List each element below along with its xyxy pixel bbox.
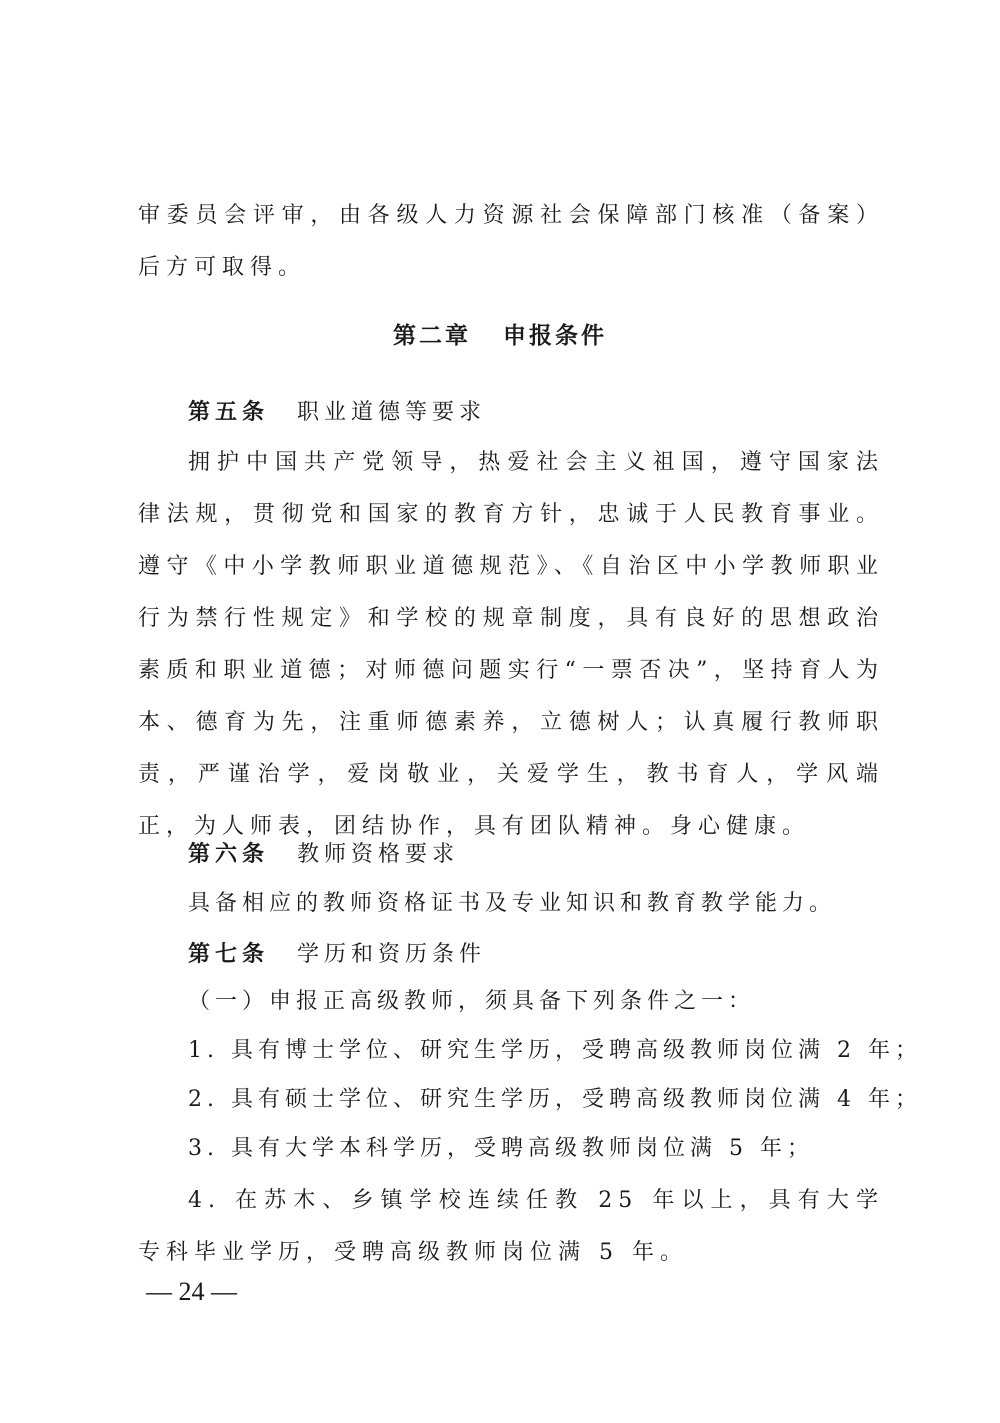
article7-title: 学历和资历条件 [297, 942, 487, 967]
article6-title: 教师资格要求 [297, 842, 460, 867]
article5-title: 职业道德等要求 [297, 400, 487, 425]
continuation-paragraph: 审委员会评审，由各级人力资源社会保障部门核准（备案）后方可取得。 [138, 203, 884, 280]
article6-label: 第六条 [188, 841, 270, 867]
page-number: — 24 — [146, 1277, 237, 1306]
article5-label: 第五条 [188, 399, 270, 425]
chapter-title: 申报条件 [503, 322, 607, 349]
chapter-number: 第二章 [393, 322, 471, 349]
chapter-heading [0, 311, 1000, 361]
article7-item-2: 2. 具有硕士学位、研究生学历，受聘高级教师岗位满 4 年； [188, 1087, 922, 1112]
article5-body: 拥护中国共产党领导，热爱社会主义祖国，遵守国家法律法规，贯彻党和国家的教育方针，忠诚于人民教育事业。遵守《中小学教师职业道德规范》、《自治区中小学教师职业行为禁行性规定》和学校的规章制度，具有良好的思想政治素质和职业道德；对师德问题实行“一票否决”，坚持育人为本、德育为先，注重师德素养，立德树人；认真履行教师职责，严谨治学，爱岗敬业，关爱学生，教书育人，学风端正，为人师表，团结协作，具有团队精神。身心健康。 [138, 450, 884, 839]
article7-item-3: 3. 具有大学本科学历，受聘高级教师岗位满 5 年； [188, 1136, 814, 1161]
article7-heading [188, 929, 888, 980]
article6-heading [188, 829, 888, 880]
article7-item-1: 1. 具有博士学位、研究生学历，受聘高级教师岗位满 2 年； [188, 1038, 922, 1063]
article7-item-4: 4. 在苏木、乡镇学校连续任教 25 年以上，具有大学专科毕业学历，受聘高级教师岗位满 5 年。 [138, 1188, 884, 1265]
article5-heading [188, 387, 888, 438]
article6-body: 具备相应的教师资格证书及专业知识和教育教学能力。 [188, 891, 837, 916]
article7-label: 第七条 [188, 941, 270, 967]
article7-clause1: （一）申报正高级教师，须具备下列条件之一： [188, 989, 756, 1014]
